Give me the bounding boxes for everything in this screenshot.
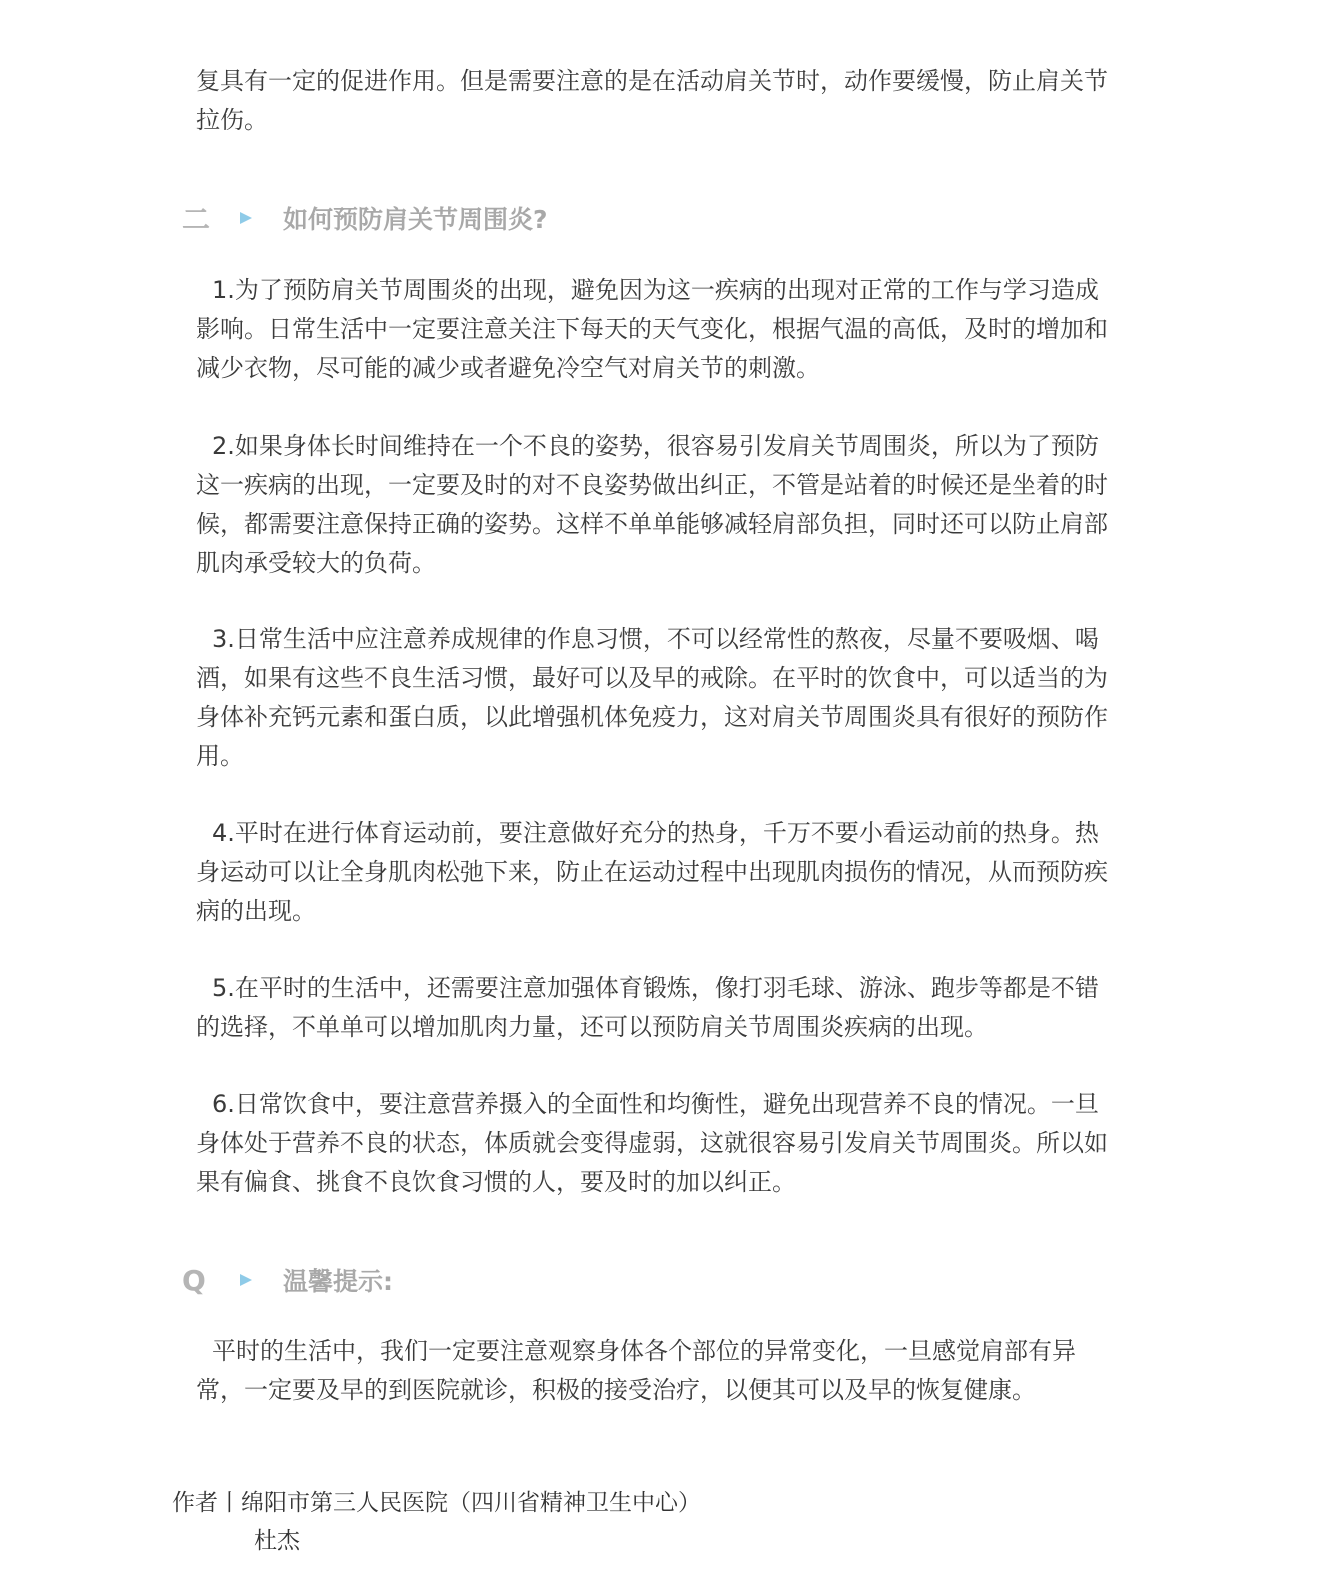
author-line: 作者丨绵阳市第三人民医院（四川省精神卫生中心）: [172, 1490, 701, 1516]
list-item: 3.日常生活中应注意养成规律的作息习惯，不可以经常性的熬夜，尽量不要吸烟、喝酒，如果有这些不良生活习惯，最好可以及早的戒除。在平时的饮食中，可以适当的为身体补充钙元素和蛋白质，以此增强机体免疫力，这对肩关节周围炎具有很好的预防作用。: [196, 625, 1108, 770]
section-marker: Q: [182, 1263, 206, 1297]
section-heading-tips: [182, 1260, 393, 1300]
list-item: 2.如果身体长时间维持在一个不良的姿势，很容易引发肩关节周围炎，所以为了预防这一疾病的出现，一定要及时的对不良姿势做出纠正，不管是站着的时候还是坐着的时候，都需要注意保持正确的姿势。这样不单单能够减轻肩部负担，同时还可以防止肩部肌肉承受较大的负荷。: [196, 432, 1108, 577]
intro-tail-paragraph: 复具有一定的促进作用。但是需要注意的是在活动肩关节时，动作要缓慢，防止肩关节拉伤。: [196, 67, 1108, 134]
triangle-right-icon: [239, 1273, 253, 1287]
list-item: 1.为了预防肩关节周围炎的出现，避免因为这一疾病的出现对正常的工作与学习造成影响。日常生活中一定要注意关注下每天的天气变化，根据气温的高低，及时的增加和减少衣物，尽可能的减少或者避免冷空气对肩关节的刺激。: [196, 276, 1108, 382]
tips-paragraph: 平时的生活中，我们一定要注意观察身体各个部位的异常变化，一旦感觉肩部有异常，一定要及早的到医院就诊，积极的接受治疗，以便其可以及早的恢复健康。: [196, 1337, 1076, 1404]
section-heading-prevention: [182, 198, 548, 238]
section-marker: 二: [182, 203, 211, 236]
list-item: 6.日常饮食中，要注意营养摄入的全面性和均衡性，避免出现营养不良的情况。一旦身体处于营养不良的状态，体质就会变得虚弱，这就很容易引发肩关节周围炎。所以如果有偏食、挑食不良饮食习惯的人，要及时的加以纠正。: [196, 1090, 1108, 1196]
list-item: 4.平时在进行体育运动前，要注意做好充分的热身，千万不要小看运动前的热身。热身运动可以让全身肌肉松弛下来，防止在运动过程中出现肌肉损伤的情况，从而预防疾病的出现。: [196, 819, 1108, 925]
section-title: 如何预防肩关节周围炎?: [283, 205, 548, 234]
author-name: 杜杰: [254, 1528, 300, 1554]
triangle-right-icon: [239, 211, 253, 225]
list-item: 5.在平时的生活中，还需要注意加强体育锻炼，像打羽毛球、游泳、跑步等都是不错的选择，不单单可以增加肌肉力量，还可以预防肩关节周围炎疾病的出现。: [196, 974, 1099, 1041]
author-credit: [172, 1484, 701, 1560]
section-title: 温馨提示:: [283, 1267, 393, 1296]
